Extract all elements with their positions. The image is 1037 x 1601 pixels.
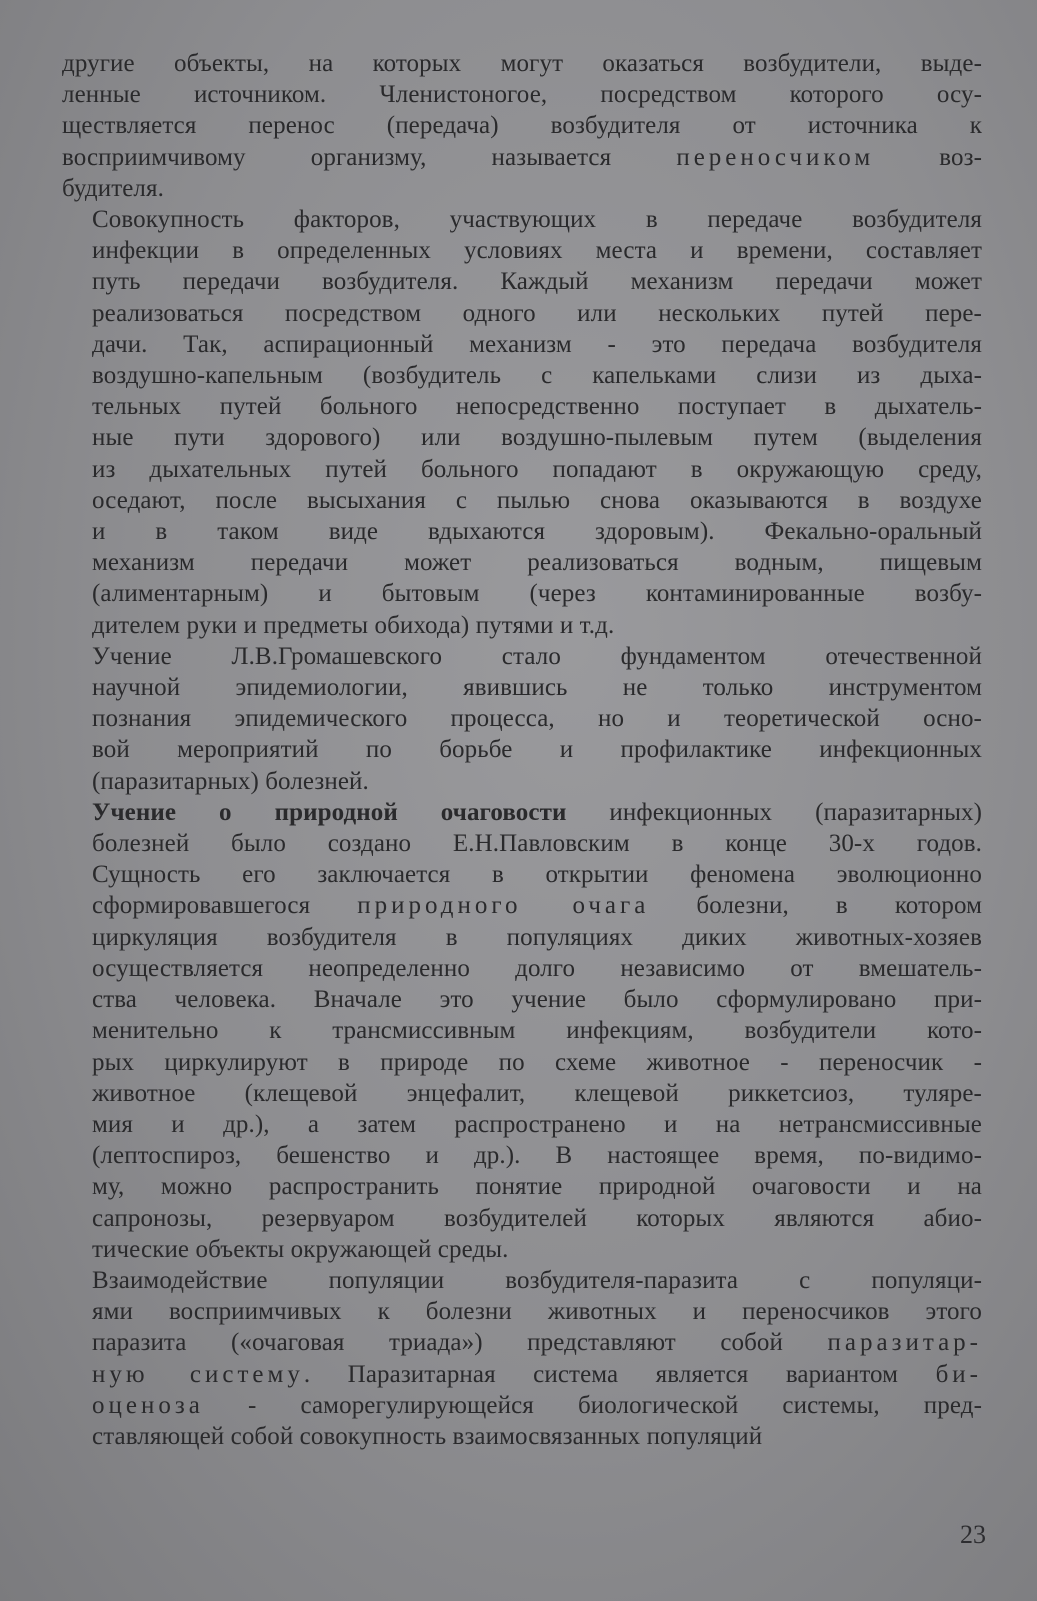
line-segment: будителя.	[62, 174, 164, 202]
spaced-term: би-	[935, 1360, 983, 1388]
text-line	[62, 266, 982, 297]
text-line	[62, 48, 982, 79]
text-line	[62, 329, 982, 360]
text-line	[62, 1047, 982, 1078]
line-segment: му, можно распространить понятие природной очаговости и на	[92, 1173, 982, 1201]
line-segment: и в таком виде вдыхаются здоровым). Фекально-оральный	[92, 518, 982, 546]
line-segment: рых циркулируют в природе по схеме животное - переносчик -	[92, 1048, 982, 1076]
line-segment: вой мероприятий по борьбе и профилактике инфекционных	[92, 736, 982, 764]
text-line	[62, 859, 982, 890]
spaced-term: ную систему	[92, 1360, 304, 1388]
paragraph	[62, 797, 982, 1265]
text-line	[62, 391, 982, 422]
line-segment: ями восприимчивых к болезни животных и переносчиков этого	[92, 1298, 982, 1326]
text-line	[62, 1078, 982, 1109]
text-line	[62, 610, 982, 641]
text-line	[62, 173, 982, 204]
text-line	[62, 672, 982, 703]
text-line	[62, 516, 982, 547]
text-line	[62, 1265, 982, 1296]
text-line	[62, 1296, 982, 1327]
spaced-term: природного очага	[357, 892, 650, 920]
line-segment: механизм передачи может реализоваться водным, пищевым	[92, 549, 982, 577]
line-segment: сформировавшегося	[92, 892, 358, 920]
text-line	[62, 485, 982, 516]
line-segment: инфекции в определенных условиях места и времени, составляет	[92, 237, 982, 265]
text-line	[62, 110, 982, 141]
line-segment: воздушно-капельным (возбудитель с капельками слизи из дыха-	[92, 362, 982, 390]
line-segment: из дыхательных путей больного попадают в окружающую среду,	[92, 455, 982, 483]
line-segment: ные пути здорового) или воздушно-пылевым путем (выделения	[92, 424, 982, 452]
line-segment: Сущность его заключается в открытии феномена эволюционно	[92, 861, 982, 889]
line-segment: научной эпидемиологии, явившись не только инструментом	[92, 674, 982, 702]
paragraph	[62, 48, 982, 204]
text-line	[62, 1109, 982, 1140]
spaced-term: переносчиком	[676, 143, 875, 171]
line-segment: . Паразитарная система является вариантом	[303, 1360, 936, 1388]
text-line	[62, 734, 982, 765]
line-segment: познания эпидемического процесса, но и теоретической осно-	[92, 705, 982, 733]
line-segment: Учение Л.В.Громашевского стало фундаментом отечественной	[92, 642, 982, 670]
line-segment: тельных путей больного непосредственно поступает в дыхатель-	[92, 393, 982, 421]
paragraph	[62, 1265, 982, 1452]
text-line	[62, 1171, 982, 1202]
text-line	[62, 922, 982, 953]
line-segment: ставляющей собой совокупность взаимосвязанных популяций	[92, 1422, 763, 1450]
line-segment: путь передачи возбудителя. Каждый механизм передачи может	[92, 268, 982, 296]
text-line	[62, 1140, 982, 1171]
text-line	[62, 204, 982, 235]
line-segment: восприимчивому организму, называется	[62, 143, 677, 171]
line-segment: паразита («очаговая триада») представляют собой	[92, 1329, 828, 1357]
text-line	[62, 953, 982, 984]
text-line	[62, 797, 982, 828]
text-line	[62, 360, 982, 391]
line-segment: дителем руки и предметы обихода) путями и т.д.	[92, 611, 615, 639]
line-segment: ленные источником. Членистоногое, посредством которого осу-	[62, 81, 982, 109]
bold-term: Учение о природной очаговости	[92, 798, 567, 826]
line-segment: (лептоспироз, бешенство и др.). В настоящее время, по-видимо-	[92, 1142, 982, 1170]
spaced-term: оценоза	[92, 1391, 204, 1419]
line-segment: (алиментарным) и бытовым (через контаминированные возбу-	[92, 580, 982, 608]
line-segment: воз-	[874, 143, 982, 171]
text-line	[62, 422, 982, 453]
text-line	[62, 1015, 982, 1046]
paragraph	[62, 641, 982, 797]
line-segment: Взаимодействие популяции возбудителя-паразита с популяци-	[92, 1266, 982, 1294]
line-segment: Совокупность факторов, участвующих в передаче возбудителя	[92, 206, 982, 234]
line-segment: другие объекты, на которых могут оказаться возбудители, выде-	[62, 50, 982, 77]
text-line	[62, 454, 982, 485]
text-line	[62, 578, 982, 609]
line-segment: ществляется перенос (передача) возбудителя от источника к	[62, 112, 982, 140]
spaced-term: паразитар-	[827, 1329, 982, 1357]
text-line	[62, 984, 982, 1015]
text-line	[62, 890, 982, 921]
text-line	[62, 235, 982, 266]
text-line	[62, 828, 982, 859]
paragraph	[62, 204, 982, 641]
line-segment: сапронозы, резервуаром возбудителей которых являются абио-	[92, 1204, 982, 1232]
line-segment: мия и др.), а затем распространено и на нетрансмиссивные	[92, 1110, 982, 1138]
text-line	[62, 1359, 982, 1390]
line-segment: болезни, в котором	[649, 892, 983, 920]
line-segment: оседают, после высыхания с пылью снова оказываются в воздухе	[92, 486, 982, 514]
page-text	[62, 48, 982, 1452]
line-segment: животное (клещевой энцефалит, клещевой риккетсиоз, туляре-	[92, 1079, 982, 1107]
text-line	[62, 1203, 982, 1234]
text-line	[62, 1327, 982, 1358]
text-line	[62, 547, 982, 578]
line-segment: менительно к трансмиссивным инфекциям, возбудители кото-	[92, 1017, 982, 1045]
line-segment: - саморегулирующейся биологической системы, пред-	[203, 1391, 982, 1419]
line-segment: ства человека. Вначале это учение было сформулировано при-	[92, 986, 982, 1014]
text-line	[62, 766, 982, 797]
text-line	[62, 703, 982, 734]
line-segment: инфекционных (паразитарных)	[566, 798, 982, 826]
line-segment: дачи. Так, аспирационный механизм - это передача возбудителя	[92, 330, 982, 358]
page-number: 23	[960, 1520, 986, 1549]
line-segment: тические объекты окружающей среды.	[92, 1235, 509, 1263]
line-segment: осуществляется неопределенно долго независимо от вмешатель-	[92, 954, 982, 982]
line-segment: болезней было создано Е.Н.Павловским в конце 30-х годов.	[92, 830, 982, 858]
text-line	[62, 79, 982, 110]
line-segment: циркуляция возбудителя в популяциях диких животных-хозяев	[92, 923, 982, 951]
text-line	[62, 641, 982, 672]
text-line	[62, 1234, 982, 1265]
text-line	[62, 1390, 982, 1421]
text-line	[62, 298, 982, 329]
text-line	[62, 142, 982, 173]
line-segment: (паразитарных) болезней.	[92, 767, 369, 795]
line-segment: реализоваться посредством одного или нескольких путей пере-	[92, 299, 982, 327]
text-line	[62, 1421, 982, 1452]
